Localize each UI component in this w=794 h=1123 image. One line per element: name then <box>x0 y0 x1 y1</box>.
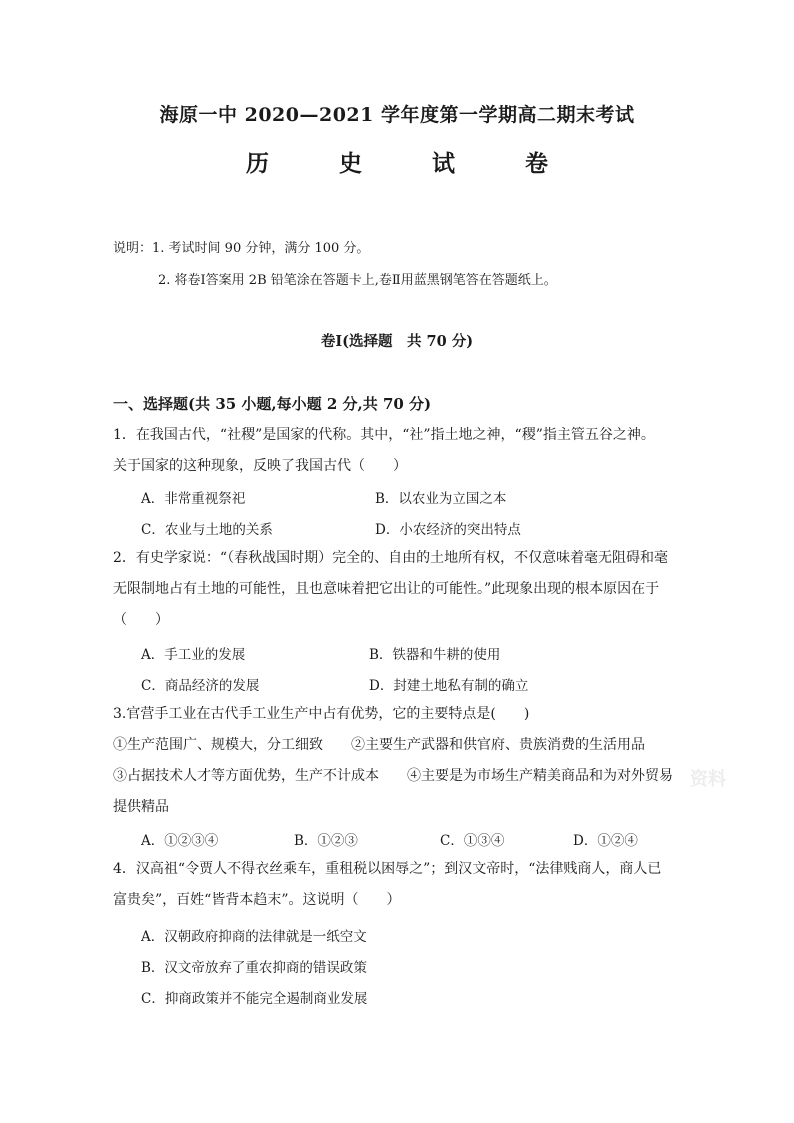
question-4-line-1: 4．汉高祖“令贾人不得衣丝乘车，重租税以困辱之”；到汉文帝时，“法律贱商人，商人已 <box>113 861 662 877</box>
exam-subtitle <box>0 145 794 178</box>
watermark: 资料 <box>690 769 726 790</box>
question-4-line-2: 富贵矣”，百姓“皆背本趋末”。这说明（ ） <box>113 892 401 908</box>
subtitle-char: 试 <box>432 150 455 177</box>
question-1-option-a: A．非常重视祭祀 <box>141 491 246 507</box>
question-3-option-c: C．①③④ <box>440 833 505 849</box>
question-2-option-a: A．手工业的发展 <box>141 647 246 663</box>
question-4-option-a: A．汉朝政府抑商的法律就是一纸空文 <box>141 929 367 945</box>
question-3-line-4: 提供精品 <box>113 799 169 815</box>
question-3-line-2: ①生产范围广、规模大，分工细致 ②主要生产武器和供官府、贵族消费的生活用品 <box>113 737 645 753</box>
question-3-option-b: B．①②③ <box>294 833 358 849</box>
question-3-line-1: 3.官营手工业在古代手工业生产中占有优势，它的主要特点是( ) <box>113 706 530 722</box>
question-1-option-d: D．小农经济的突出特点 <box>375 522 521 538</box>
question-1-line-2: 关于国家的这种现象，反映了我国古代（ ） <box>113 458 407 474</box>
part-heading: 一、选择题(共 35 小题,每小题 2 分,共 70 分) <box>113 395 432 413</box>
question-2-line-3: （ ） <box>113 612 169 628</box>
subtitle-char: 卷 <box>525 150 549 177</box>
section-title: 卷Ⅰ(选择题 共 70 分) <box>320 333 474 350</box>
question-3-line-3: ③占据技术人才等方面优势，生产不计成本 ④主要是为市场生产精美商品和为对外贸易 <box>113 768 673 784</box>
question-2-line-2: 无限制地占有土地的可能性，且也意味着把它出让的可能性。”此现象出现的根本原因在于 <box>113 581 660 597</box>
question-1-line-1: 1．在我国古代，“社稷”是国家的代称。其中，“社”指土地之神，“稷”指主管五谷之神。 <box>113 427 655 443</box>
question-4-option-c: C．抑商政策并不能完全遏制商业发展 <box>141 991 368 1007</box>
instruction-note-1: 说明：1. 考试时间 90 分钟，满分 100 分。 <box>113 241 370 256</box>
subtitle-char: 历 <box>245 150 269 177</box>
exam-title: 海原一中 2020—2021 学年度第一学期高二期末考试 <box>159 104 635 126</box>
question-2-line-1: 2．有史学家说：“（春秋战国时期）完全的、自由的土地所有权，不仅意味着毫无阻碍和毫 <box>113 550 669 566</box>
instruction-note-2: 2. 将卷Ⅰ答案用 2B 铅笔涂在答题卡上,卷Ⅱ用蓝黑钢笔答在答题纸上。 <box>158 273 557 288</box>
question-2-option-c: C．商品经济的发展 <box>141 678 260 694</box>
question-2-option-b: B．铁器和牛耕的使用 <box>369 647 501 663</box>
question-3-option-d: D．①②④ <box>573 833 638 849</box>
question-4-option-b: B．汉文帝放弃了重农抑商的错误政策 <box>141 960 367 976</box>
question-2-option-d: D．封建土地私有制的确立 <box>369 678 529 694</box>
question-3-option-a: A．①②③④ <box>141 833 219 849</box>
subtitle-char: 史 <box>338 150 362 177</box>
question-1-option-c: C．农业与土地的关系 <box>141 522 273 538</box>
question-1-option-b: B．以农业为立国之本 <box>375 491 507 507</box>
